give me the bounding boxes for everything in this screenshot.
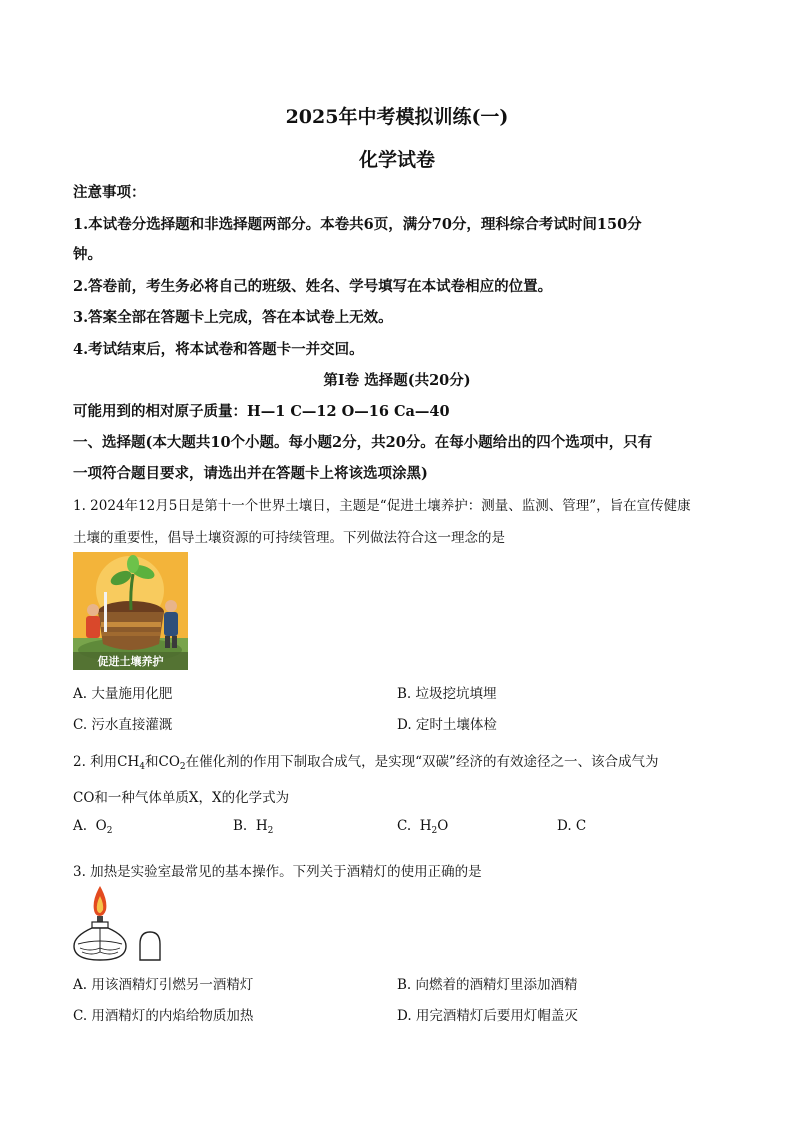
q3-option-a: A. 用该酒精灯引燃另一酒精灯: [73, 977, 254, 993]
soil-care-illustration: [73, 552, 188, 670]
q2-option-c: [397, 818, 448, 836]
q2-stem-line-1: [73, 750, 658, 772]
q2-option-c-sub: 2: [431, 826, 438, 836]
q3-option-b: B. 向燃着的酒精灯里添加酒精: [397, 977, 578, 993]
notice-item-2: 2.答卷前，考生务必将自己的班级、姓名、学号填写在本试卷相应的位置。: [73, 278, 553, 295]
formula-ch4-base: CH: [117, 754, 140, 770]
q2-option-a-formula: O: [95, 818, 107, 834]
q3-option-c: C. 用酒精灯的内焰给物质加热: [73, 1008, 254, 1024]
formula-co2: [159, 754, 186, 770]
q2-option-b-sub: 2: [267, 826, 274, 836]
q2-stem-line-2: CO和一种气体单质X，X的化学式为: [73, 790, 290, 806]
q2-option-b-label: B.: [233, 818, 248, 834]
q2-stem-rest: 在催化剂的作用下制取合成气，是实现“双碳”经济的有效途径之一、该合成气为: [185, 754, 659, 770]
q2-and: 和: [145, 754, 159, 770]
q2-option-c-formula: H: [419, 818, 432, 834]
q1-option-c: C. 污水直接灌溉: [73, 717, 173, 733]
notice-item-3: 3.答案全部在答题卡上完成，答在本试卷上无效。: [73, 309, 393, 326]
q2-option-a-label: A.: [73, 818, 88, 834]
notice-item-4: 4.考试结束后，将本试卷和答题卡一并交回。: [73, 341, 364, 358]
notice-heading: 注意事项：: [73, 184, 146, 201]
formula-ch4-sub: 4: [139, 762, 146, 772]
q1-option-a: A. 大量施用化肥: [73, 686, 173, 702]
soil-care-caption: 促进土壤养护: [97, 655, 164, 668]
formula-ch4: [117, 754, 145, 770]
exam-subtitle: 化学试卷: [358, 149, 435, 171]
q1-option-b: B. 垃圾挖坑填埋: [397, 686, 497, 702]
notice-item-1-cont: 钟。: [73, 246, 102, 263]
q2-option-a-sub: 2: [106, 826, 113, 836]
q2-option-b: [233, 818, 273, 836]
q2-option-d: D. C: [557, 818, 587, 834]
formula-co2-sub: 2: [179, 762, 186, 772]
formula-co2-base: CO: [158, 754, 180, 770]
notice-item-1: 1.本试卷分选择题和非选择题两部分。本卷共6页，满分70分，理科综合考试时间150分: [73, 216, 642, 233]
q1-stem-line-1: 1. 2024年12月5日是第十一个世界土壤日，主题是“促进土壤养护：测量、监测、管理”，旨在宣传健康: [73, 498, 691, 514]
alcohol-lamp-icon: [70, 882, 170, 964]
q2-option-c-label: C.: [397, 818, 412, 834]
q3-stem: 3. 加热是实验室最常见的基本操作。下列关于酒精灯的使用正确的是: [73, 864, 482, 880]
q1-option-d: D. 定时土壤体检: [397, 717, 497, 733]
q2-option-a: [73, 818, 112, 836]
q2-option-b-formula: H: [255, 818, 268, 834]
section-instructions-cont: 一项符合题目要求，请选出并在答题卡上将该选项涂黑): [73, 465, 428, 482]
q2-option-c-formula-end: O: [437, 818, 449, 834]
exam-title: 2025年中考模拟训练(一): [285, 106, 509, 128]
alcohol-lamp-illustration: [70, 882, 170, 964]
q2-stem-prefix: 2. 利用: [73, 754, 118, 770]
atomic-mass-line: 可能用到的相对原子质量：H—1 C—12 O—16 Ca—40: [73, 403, 450, 420]
volume-title: 第Ⅰ卷 选择题(共20分): [323, 372, 471, 389]
q1-stem-line-2: 土壤的重要性，倡导土壤资源的可持续管理。下列做法符合这一理念的是: [73, 530, 505, 546]
section-instructions: 一、选择题(本大题共10个小题。每小题2分，共20分。在每小题给出的四个选项中，只有: [73, 434, 653, 451]
q3-option-d: D. 用完酒精灯后要用灯帽盖灭: [397, 1008, 578, 1024]
